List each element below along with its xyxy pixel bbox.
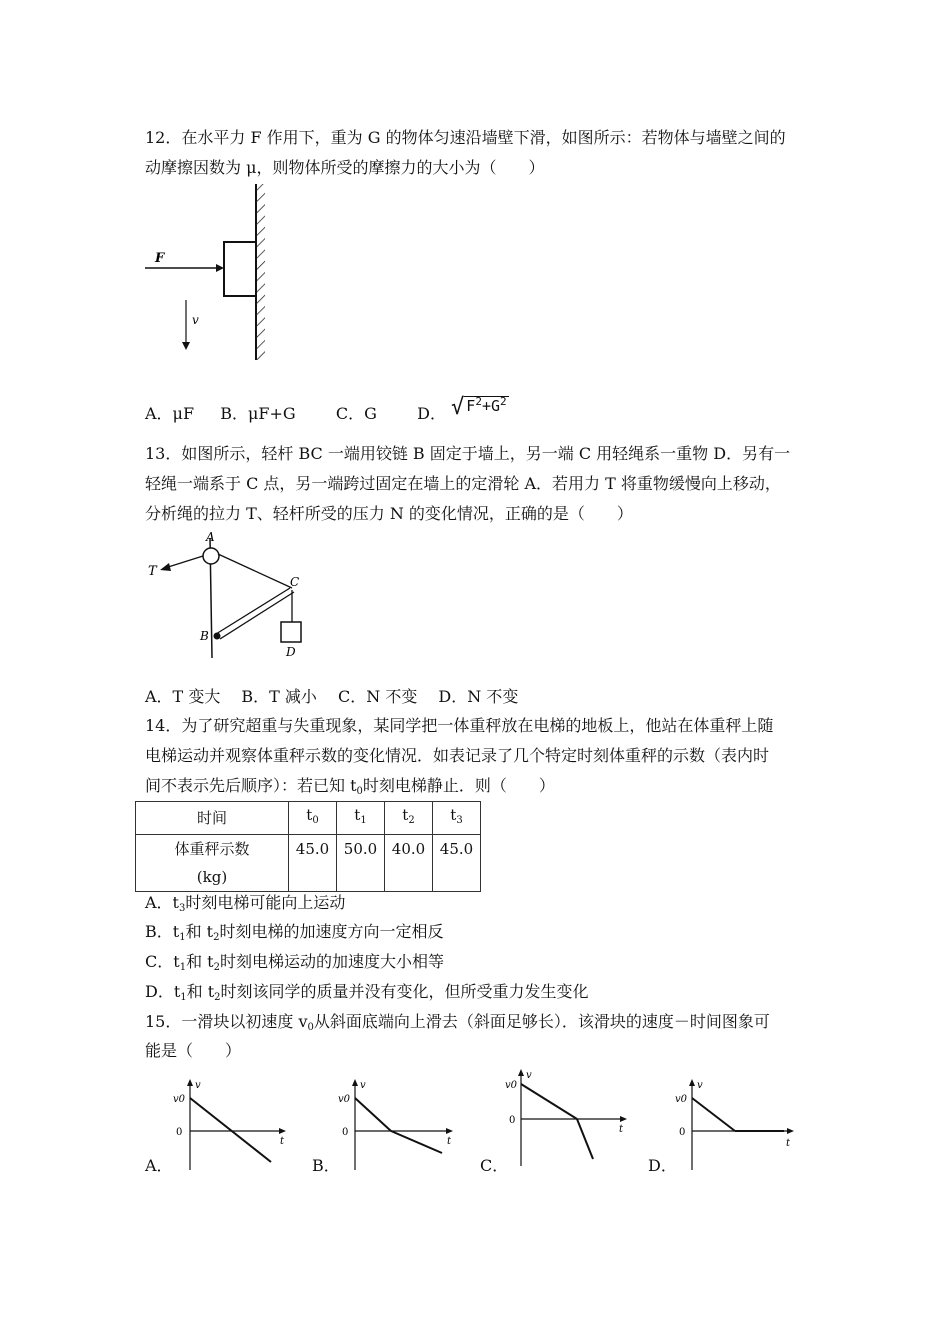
table-time-t1: $t_1$ — [337, 802, 385, 835]
q15-option-b[interactable]: B． — [312, 1156, 340, 1175]
table-header-label: 时间 — [136, 802, 289, 835]
svg-text:v: v — [360, 1080, 366, 1091]
svg-text:v: v — [526, 1070, 532, 1081]
table-time-t2: $t_2$ — [385, 802, 433, 835]
svg-text:t: t — [280, 1136, 285, 1147]
svg-text:v0: v0 — [675, 1094, 688, 1105]
label-C: C — [290, 575, 300, 589]
table-value: 45.0 — [433, 835, 481, 892]
q13-text-line2: 轻绳一端系于 C 点，另一端跨过固定在墙上的定滑轮 A．若用力 T 将重物缓慢向上移动， — [145, 474, 781, 493]
q13-text-line3: 分析绳的拉力 T、轻杆所受的压力 N 的变化情况，正确的是（ ） — [145, 504, 633, 523]
rope-A-to-C — [218, 554, 292, 588]
table-time-t3: $t_3$ — [433, 802, 481, 835]
q15-graph-c — [503, 1066, 633, 1172]
q12-wall-block-figure — [140, 182, 280, 362]
svg-text:v0: v0 — [505, 1080, 518, 1091]
q12-text-line1: 12．在水平力 F 作用下，重为 G 的物体匀速沿墙壁下滑，如图所示：若物体与墙壁之间的 — [145, 128, 786, 147]
q15-graph-a — [168, 1076, 293, 1172]
table-header-row — [136, 802, 481, 835]
label-B: B — [200, 629, 209, 643]
svg-text:0: 0 — [509, 1115, 516, 1126]
table-value-row — [136, 835, 481, 892]
q13-text-line1: 13．如图所示，轻杆 BC 一端用铰链 B 固定于墙上，另一端 C 用轻绳系一重物 D．另有一 — [145, 444, 791, 463]
label-A: A — [206, 530, 215, 544]
q12-text-line2: 动摩擦因数为 μ，则物体所受的摩擦力的大小为（ ） — [145, 158, 545, 177]
hinge-B — [214, 633, 221, 640]
q12-option-c[interactable]: C．G — [335, 404, 377, 423]
q13-options[interactable]: A．T 变大 B．T 减小 C．N 不变 D．N 不变 — [145, 687, 519, 706]
q14-text-line2: 电梯运动并观察体重秤示数的变化情况．如表记录了几个特定时刻体重秤的示数（表内时 — [145, 746, 770, 765]
table-value: 40.0 — [385, 835, 433, 892]
svg-text:t: t — [447, 1136, 452, 1147]
q12-options — [145, 395, 509, 425]
q15-graph-d — [672, 1076, 802, 1172]
velocity-label: v — [192, 313, 199, 327]
block — [224, 242, 256, 296]
weight-D — [281, 622, 301, 642]
force-label: F — [155, 251, 165, 266]
q15-option-c[interactable]: C． — [480, 1156, 509, 1175]
q14-option-b[interactable]: B．$t_1$和 $t_2$时刻电梯的加速度方向一定相反 — [145, 922, 444, 943]
table-value: 45.0 — [289, 835, 337, 892]
q12-option-b[interactable]: B．μF+G — [220, 404, 296, 423]
svg-text:v: v — [697, 1080, 703, 1091]
svg-text:v0: v0 — [338, 1094, 351, 1105]
pulley-A — [203, 548, 219, 564]
q15-option-d[interactable]: D． — [648, 1156, 677, 1175]
svg-text:v: v — [195, 1080, 201, 1091]
q14-option-d[interactable]: D．$t_1$和 $t_2$时刻该同学的质量并没有变化，但所受重力发生变化 — [145, 982, 589, 1003]
q14-text-line3: 间不表示先后顺序）：若已知 $t_0$时刻电梯静止．则（ ） — [145, 776, 555, 797]
q12-option-a[interactable]: A．μF — [145, 404, 195, 423]
label-T: T — [148, 564, 157, 579]
label-D: D — [286, 645, 296, 659]
q12-option-d[interactable]: D． √ $F^2+G^2$ — [417, 395, 507, 423]
rope-to-T — [165, 556, 203, 568]
table-time-t0: $t_0$ — [289, 802, 337, 835]
q15-graph-b — [335, 1076, 460, 1172]
svg-text:0: 0 — [176, 1127, 183, 1138]
svg-text:t: t — [619, 1124, 624, 1135]
q14-text-line1: 14．为了研究超重与失重现象，某同学把一体重秤放在电梯的地板上，他站在体重秤上随 — [145, 716, 774, 735]
q14-option-c[interactable]: C．$t_1$和 $t_2$时刻电梯运动的加速度大小相等 — [145, 952, 444, 973]
q14-option-a[interactable]: A．$t_3$时刻电梯可能向上运动 — [145, 893, 346, 914]
table-row-label: 体重秤示数 (kg) — [136, 835, 289, 892]
q13-pulley-rod-figure — [140, 528, 320, 663]
q15-text-line1: 15．一滑块以初速度 $v_0$从斜面底端向上滑去（斜面足够长）．该滑块的速度－时间图象可 — [145, 1012, 770, 1033]
wall-hatching — [256, 184, 265, 360]
q15-text-line2: 能是（ ） — [145, 1041, 242, 1060]
svg-text:0: 0 — [679, 1127, 686, 1138]
svg-text:v0: v0 — [173, 1094, 186, 1105]
q15-option-a[interactable]: A． — [145, 1156, 173, 1175]
table-value: 50.0 — [337, 835, 385, 892]
q14-weight-table — [135, 801, 481, 892]
svg-text:t: t — [786, 1138, 791, 1149]
svg-text:0: 0 — [342, 1127, 349, 1138]
rod-BC — [216, 588, 290, 634]
